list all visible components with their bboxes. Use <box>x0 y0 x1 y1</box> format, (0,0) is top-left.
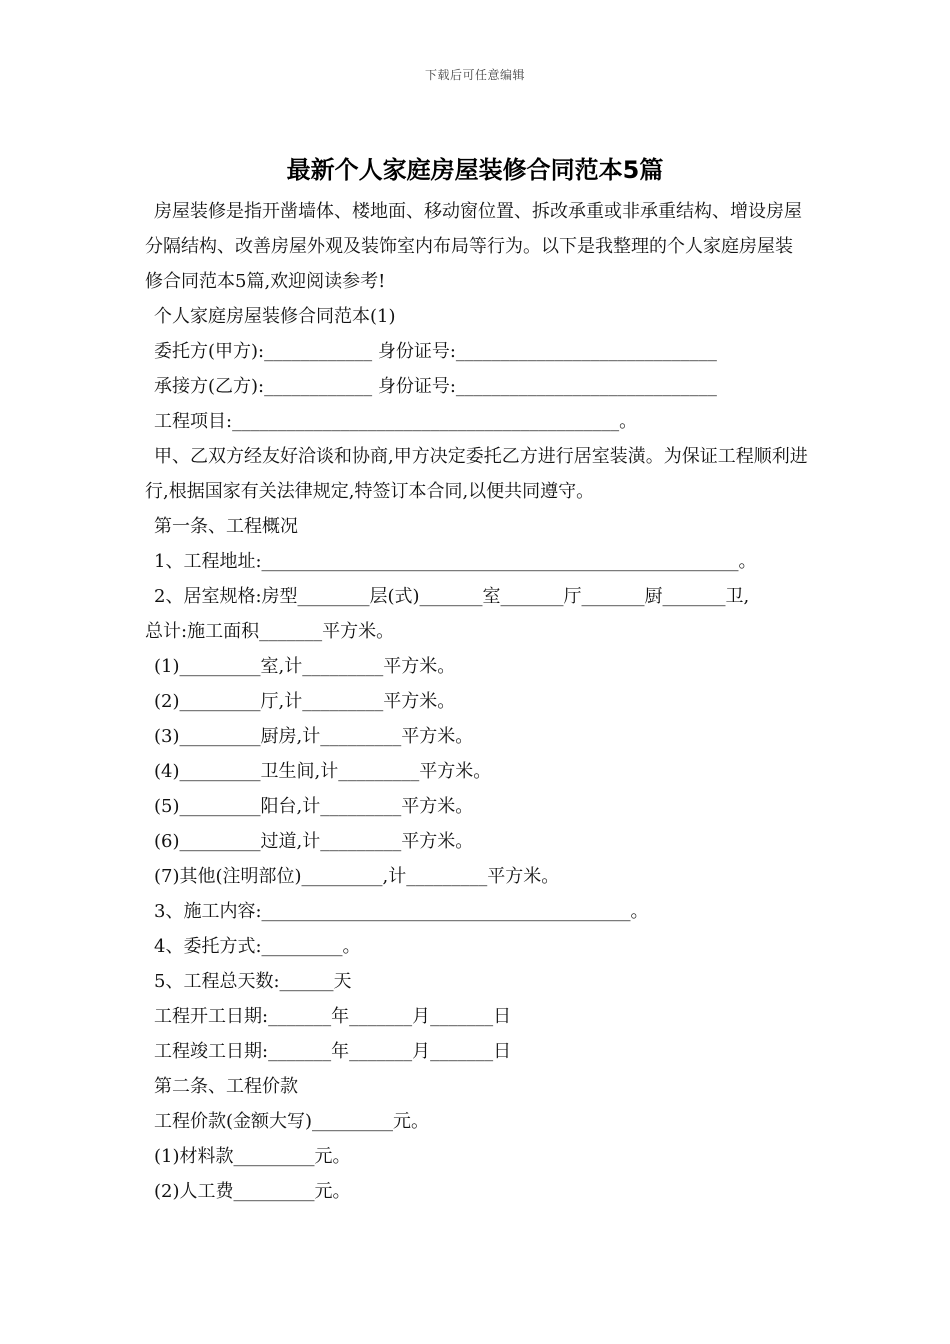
header-note: 下载后可任意编辑 <box>424 68 525 82</box>
start-date-line: 工程开工日期:_______年_______月_______日 <box>154 1006 512 1027</box>
room-item: (5)_________阳台,计_________平方米。 <box>154 796 474 817</box>
room-item: (1)_________室,计_________平方米。 <box>154 656 456 677</box>
intro-paragraph: 房屋装修是指开凿墙体、楼地面、移动窗位置、拆改承重或非承重结构、增设房屋分隔结构、改善房屋外观及装饰室内布局等行为。以下是我整理的个人家庭房屋装修合同范本5篇,欢迎阅读参考! <box>145 201 802 292</box>
price-item: (1)材料款_________元。 <box>154 1146 351 1167</box>
party-b-line: 承接方(乙方):____________ 身份证号:_____________________________ <box>154 376 717 397</box>
room-spec-line: 2、居室规格:房型________层(式)_______室_______厅_______厨_______卫, <box>154 586 750 607</box>
article-1-heading: 第一条、工程概况 <box>154 516 298 537</box>
end-date-line: 工程竣工日期:_______年_______月_______日 <box>154 1041 512 1062</box>
total-area-line: 总计:施工面积_______平方米。 <box>145 621 395 642</box>
project-line: 工程项目:___________________________________________。 <box>154 411 638 432</box>
room-item: (3)_________厨房,计_________平方米。 <box>154 726 474 747</box>
project-address-line: 1、工程地址:_____________________________________________________。 <box>154 551 757 572</box>
agreement-paragraph: 甲、乙双方经友好洽谈和协商,甲方决定委托乙方进行居室装潢。为保证工程顺利进行,根据国家有关法律规定,特签订本合同,以便共同遵守。 <box>145 446 808 502</box>
price-total-line: 工程价款(金额大写)_________元。 <box>154 1111 430 1132</box>
room-item: (6)_________过道,计_________平方米。 <box>154 831 474 852</box>
commission-method-line: 4、委托方式:_________。 <box>154 936 361 957</box>
total-days-line: 5、工程总天数:______天 <box>154 971 352 992</box>
room-item: (2)_________厅,计_________平方米。 <box>154 691 456 712</box>
room-item: (4)_________卫生间,计_________平方米。 <box>154 761 492 782</box>
article-2-heading: 第二条、工程价款 <box>154 1076 298 1097</box>
price-item: (2)人工费_________元。 <box>154 1181 351 1202</box>
contract-subtitle: 个人家庭房屋装修合同范本(1) <box>154 306 396 327</box>
work-content-line: 3、施工内容:_________________________________________。 <box>154 901 649 922</box>
document-title: 最新个人家庭房屋装修合同范本5篇 <box>286 156 664 184</box>
document-body <box>145 194 810 1209</box>
party-a-line: 委托方(甲方):____________ 身份证号:_____________________________ <box>154 341 717 362</box>
room-item: (7)其他(注明部位)_________,计_________平方米。 <box>154 866 560 887</box>
